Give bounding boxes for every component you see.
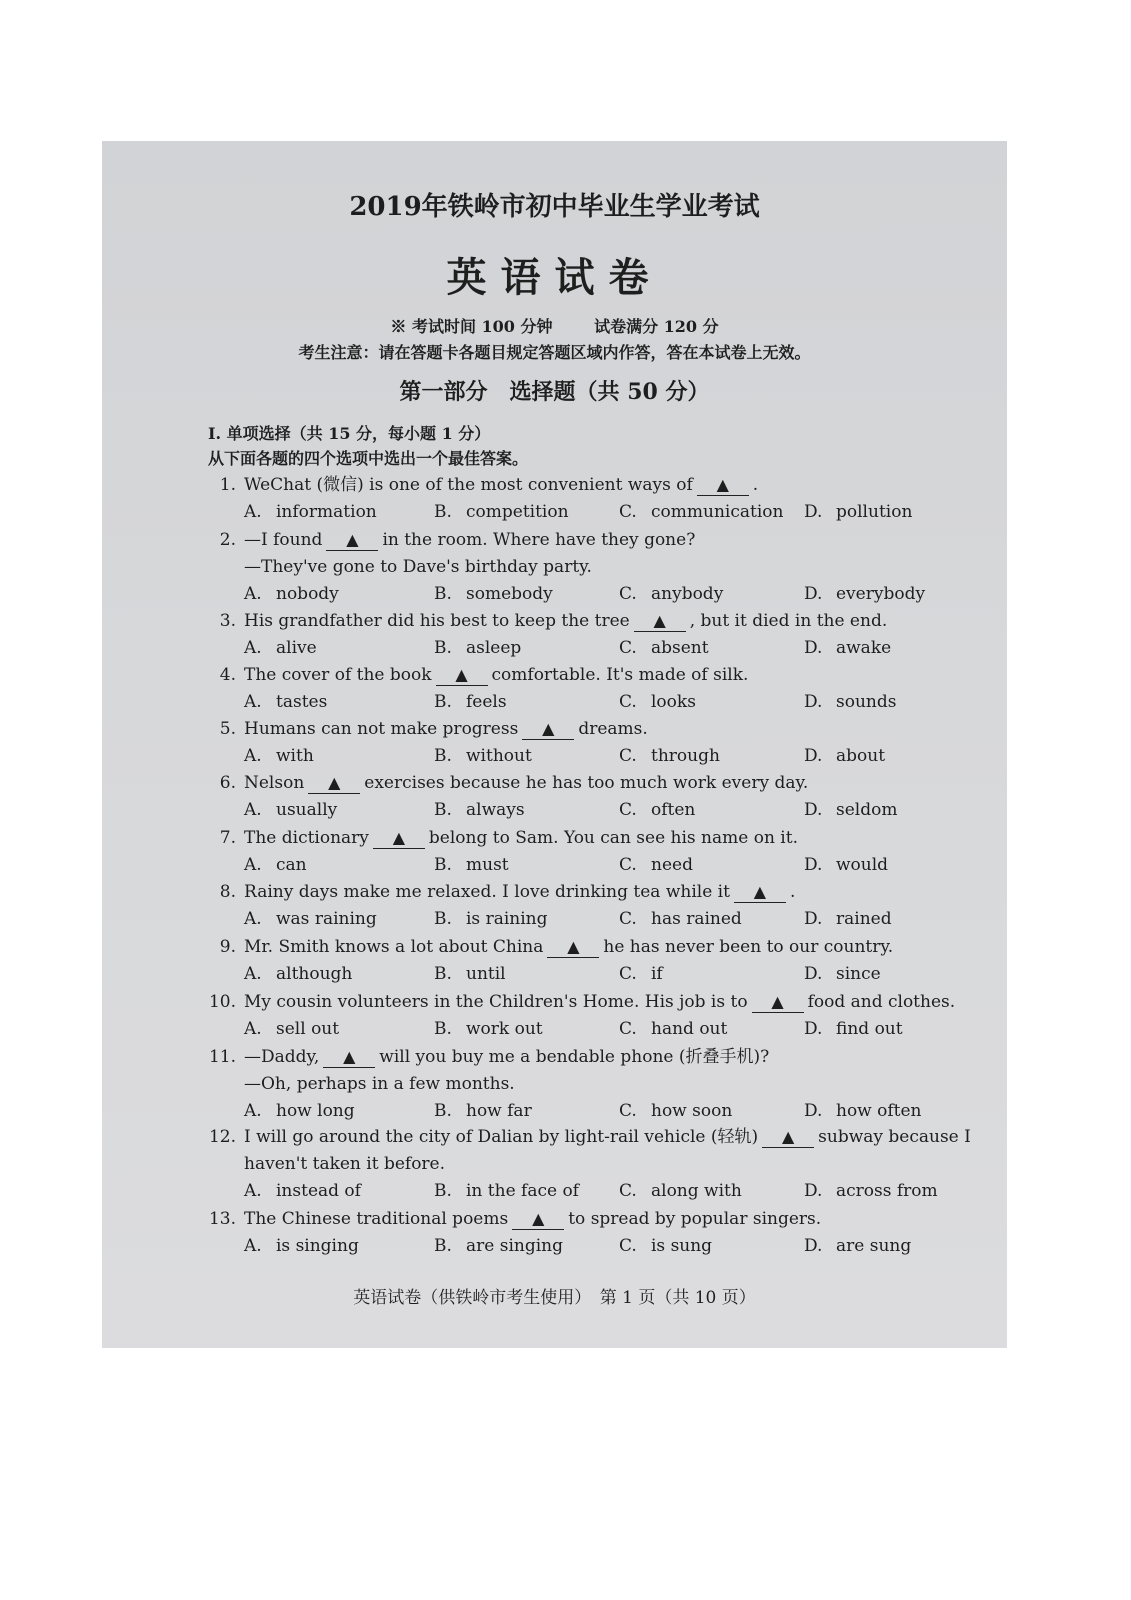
answer-blank	[547, 937, 599, 958]
answer-option	[434, 635, 521, 662]
answer-blank	[752, 992, 804, 1013]
option-text: often	[651, 800, 696, 820]
answer-option	[619, 499, 783, 526]
answer-option	[804, 1233, 911, 1260]
option-letter: D.	[804, 800, 823, 820]
question-stem	[202, 879, 972, 906]
option-row	[202, 797, 972, 824]
answer-option	[804, 499, 912, 526]
answer-blank	[323, 1047, 375, 1068]
question-text: in the room. Where have they gone?	[382, 530, 696, 550]
option-letter: C.	[619, 638, 637, 658]
answer-option	[619, 1098, 732, 1125]
option-row	[202, 1098, 972, 1125]
option-text: communication	[651, 502, 784, 522]
option-letter: C.	[619, 1101, 637, 1121]
option-letter: A.	[244, 1019, 262, 1039]
question-text: Rainy days make me relaxed. I love drinking tea while it	[244, 882, 730, 902]
exam-meta	[102, 314, 1007, 337]
question-text: —I found	[244, 530, 323, 550]
answer-option	[619, 852, 693, 879]
question-stem	[202, 1206, 972, 1233]
option-row	[202, 1178, 972, 1205]
option-text: if	[651, 964, 663, 984]
option-letter: B.	[434, 1101, 452, 1121]
question-number: 9.	[219, 937, 236, 957]
answer-blank	[436, 665, 488, 686]
option-text: always	[466, 800, 525, 820]
answer-option	[804, 581, 925, 608]
option-text: in the face of	[466, 1181, 579, 1201]
question-stem	[202, 825, 972, 852]
option-text: tastes	[276, 692, 328, 712]
question-stem	[202, 1044, 972, 1071]
question-text: The dictionary	[244, 828, 369, 848]
question-number: 3.	[219, 611, 236, 631]
option-text: would	[836, 855, 889, 875]
option-letter: A.	[244, 1101, 262, 1121]
option-text: across from	[836, 1181, 938, 1201]
answer-blank	[634, 611, 686, 632]
option-letter: A.	[244, 638, 262, 658]
answer-option	[804, 635, 891, 662]
answer-option	[804, 961, 881, 988]
question-item	[202, 879, 972, 933]
option-row	[202, 581, 972, 608]
question-item	[202, 770, 972, 824]
option-row	[202, 1016, 972, 1043]
question-text: exercises because he has too much work every day.	[364, 773, 809, 793]
option-letter: A.	[244, 964, 262, 984]
option-letter: B.	[434, 1236, 452, 1256]
option-text: sell out	[276, 1019, 340, 1039]
question-number: 7.	[219, 828, 236, 848]
answer-option	[619, 961, 663, 988]
option-text: need	[651, 855, 693, 875]
option-letter: D.	[804, 638, 823, 658]
question-text: —Daddy,	[244, 1047, 320, 1067]
question-item	[202, 662, 972, 716]
question-stem	[202, 1124, 972, 1151]
question-item	[202, 716, 972, 770]
option-row	[202, 1233, 972, 1260]
triangle-marker-icon: ▲	[753, 882, 767, 901]
answer-option	[804, 1098, 922, 1125]
option-text: is sung	[651, 1236, 713, 1256]
option-letter: C.	[619, 1236, 637, 1256]
option-text: rained	[836, 909, 892, 929]
triangle-marker-icon: ▲	[716, 475, 729, 494]
question-stem	[202, 934, 972, 961]
answer-option	[434, 961, 506, 988]
answer-option	[434, 1233, 563, 1260]
option-letter: D.	[804, 502, 823, 522]
option-letter: D.	[804, 746, 823, 766]
option-letter: D.	[804, 692, 823, 712]
option-text: are sung	[836, 1236, 912, 1256]
option-text: how far	[466, 1101, 532, 1121]
option-text: without	[466, 746, 532, 766]
option-letter: C.	[619, 1181, 637, 1201]
option-text: until	[466, 964, 506, 984]
question-text: dreams.	[578, 719, 648, 739]
answer-option	[244, 743, 314, 770]
answer-option	[434, 797, 525, 824]
option-letter: A.	[244, 1236, 262, 1256]
option-letter: B.	[434, 638, 452, 658]
option-letter: A.	[244, 855, 262, 875]
option-letter: B.	[434, 855, 452, 875]
option-text: is singing	[276, 1236, 359, 1256]
triangle-marker-icon: ▲	[532, 1209, 545, 1228]
option-letter: B.	[434, 502, 452, 522]
option-text: instead of	[276, 1181, 361, 1201]
option-text: find out	[836, 1019, 903, 1039]
question-text: His grandfather did his best to keep the tree	[244, 611, 630, 631]
answer-option	[619, 581, 723, 608]
question-number: 11.	[208, 1047, 236, 1067]
option-letter: C.	[619, 1019, 637, 1039]
option-letter: C.	[619, 855, 637, 875]
option-letter: C.	[619, 692, 637, 712]
option-letter: B.	[434, 692, 452, 712]
option-letter: D.	[804, 1101, 823, 1121]
question-stem	[202, 472, 972, 499]
answer-option	[244, 1178, 361, 1205]
answer-option	[434, 1178, 579, 1205]
question-text: , but it died in the end.	[689, 611, 888, 631]
answer-option	[804, 689, 896, 716]
option-letter: B.	[434, 746, 452, 766]
answer-option	[619, 635, 709, 662]
option-row	[202, 743, 972, 770]
option-letter: B.	[434, 909, 452, 929]
option-letter: A.	[244, 1181, 262, 1201]
triangle-marker-icon: ▲	[392, 828, 406, 847]
option-text: hand out	[651, 1019, 728, 1039]
option-text: asleep	[466, 638, 522, 658]
answer-option	[804, 906, 892, 933]
question-text: Humans can not make progress	[244, 719, 519, 739]
answer-option	[244, 852, 307, 879]
option-letter: D.	[804, 1019, 823, 1039]
option-text: can	[276, 855, 307, 875]
question-stem	[202, 989, 972, 1016]
option-letter: C.	[619, 502, 637, 522]
answer-option	[244, 906, 377, 933]
option-row	[202, 852, 972, 879]
page-footer: 英语试卷（供铁岭市考生使用） 第 1 页（共 10 页）	[353, 1288, 756, 1308]
option-row	[202, 961, 972, 988]
question-text: .	[752, 475, 759, 495]
answer-blank	[697, 475, 749, 496]
question-text: WeChat (微信) is one of the most convenient ways of	[244, 475, 693, 495]
answer-option	[804, 852, 888, 879]
option-letter: B.	[434, 800, 452, 820]
question-text: I will go around the city of Dalian by light-rail vehicle (轻轨)	[244, 1127, 759, 1147]
question-text: food and clothes.	[807, 992, 956, 1012]
option-text: usually	[276, 800, 338, 820]
question-item	[202, 989, 972, 1043]
question-text: The Chinese traditional poems	[244, 1209, 509, 1229]
option-letter: B.	[434, 1019, 452, 1039]
triangle-marker-icon: ▲	[328, 773, 341, 792]
triangle-marker-icon: ▲	[455, 665, 468, 684]
answer-option	[434, 906, 547, 933]
option-letter: A.	[244, 909, 262, 929]
question-item	[202, 527, 972, 608]
question-number: 8.	[219, 882, 236, 902]
question-text: subway because I	[818, 1127, 971, 1147]
option-letter: A.	[244, 800, 262, 820]
option-letter: A.	[244, 502, 262, 522]
question-continuation: haven't taken it before.	[244, 1154, 446, 1174]
question-item	[202, 825, 972, 879]
question-text: Mr. Smith knows a lot about China	[244, 937, 544, 957]
option-letter: B.	[434, 1181, 452, 1201]
question-item	[202, 1206, 972, 1260]
option-text: looks	[651, 692, 696, 712]
option-text: awake	[836, 638, 892, 658]
option-letter: B.	[434, 584, 452, 604]
triangle-marker-icon: ▲	[653, 611, 666, 630]
triangle-marker-icon: ▲	[781, 1127, 795, 1146]
option-letter: D.	[804, 584, 823, 604]
question-number: 5.	[219, 719, 236, 739]
answer-blank	[308, 773, 360, 794]
part-heading: 第一部分 选择题（共 50 分）	[399, 379, 710, 405]
answer-option	[804, 743, 885, 770]
answer-option	[244, 1016, 339, 1043]
option-text: somebody	[466, 584, 553, 604]
answer-option	[434, 1016, 543, 1043]
question-number: 1.	[219, 475, 236, 495]
option-letter: D.	[804, 1236, 823, 1256]
answer-blank	[373, 828, 425, 849]
question-stem	[202, 527, 972, 554]
answer-option	[434, 499, 569, 526]
option-letter: A.	[244, 746, 262, 766]
score-info: 试卷满分 120 分	[594, 317, 719, 336]
option-letter: C.	[619, 800, 637, 820]
subject-title: 英语试卷	[446, 254, 663, 301]
option-text: how long	[276, 1101, 355, 1121]
triangle-marker-icon: ▲	[542, 719, 555, 738]
answer-option	[244, 581, 339, 608]
answer-option	[244, 1098, 355, 1125]
answer-blank	[734, 882, 786, 903]
exam-title: 2019年铁岭市初中毕业生学业考试	[349, 192, 760, 222]
triangle-marker-icon: ▲	[343, 1047, 356, 1066]
option-text: seldom	[836, 800, 898, 820]
answer-option	[244, 635, 317, 662]
answer-option	[619, 797, 695, 824]
option-text: feels	[466, 692, 507, 712]
answer-option	[434, 1098, 532, 1125]
option-text: work out	[466, 1019, 543, 1039]
question-number: 10.	[208, 992, 236, 1012]
option-row	[202, 906, 972, 933]
option-text: is raining	[466, 909, 548, 929]
question-item	[202, 472, 972, 526]
question-number: 13.	[208, 1209, 236, 1229]
answer-blank	[512, 1209, 564, 1230]
answer-option	[804, 797, 897, 824]
question-stem	[202, 716, 972, 743]
option-text: nobody	[276, 584, 339, 604]
option-text: about	[836, 746, 886, 766]
option-letter: C.	[619, 746, 637, 766]
answer-option	[619, 1233, 712, 1260]
option-text: information	[276, 502, 377, 522]
option-text: absent	[651, 638, 709, 658]
option-text: everybody	[836, 584, 926, 604]
answer-blank	[326, 530, 378, 551]
option-letter: D.	[804, 964, 823, 984]
answer-blank	[522, 719, 574, 740]
question-stem	[202, 608, 972, 635]
option-letter: C.	[619, 909, 637, 929]
question-item	[202, 1044, 972, 1125]
question-number: 6.	[219, 773, 236, 793]
section-instruction: 从下面各题的四个选项中选出一个最佳答案。	[208, 449, 529, 468]
option-text: sounds	[836, 692, 897, 712]
option-text: has rained	[651, 909, 742, 929]
question-number: 4.	[219, 665, 236, 685]
option-letter: D.	[804, 855, 823, 875]
question-item	[202, 934, 972, 988]
answer-option	[244, 499, 377, 526]
answer-option	[244, 1233, 359, 1260]
question-number: 2.	[219, 530, 236, 550]
option-text: anybody	[651, 584, 724, 604]
answer-option	[244, 797, 337, 824]
question-item	[202, 608, 972, 662]
option-letter: A.	[244, 692, 262, 712]
question-text: belong to Sam. You can see his name on it.	[428, 828, 798, 848]
answer-option	[434, 689, 507, 716]
question-number: 12.	[208, 1127, 236, 1147]
option-text: since	[836, 964, 881, 984]
option-text: along with	[651, 1181, 742, 1201]
question-text: Nelson	[244, 773, 305, 793]
answer-option	[244, 961, 352, 988]
answer-option	[619, 689, 696, 716]
option-text: how soon	[651, 1101, 733, 1121]
option-letter: D.	[804, 909, 823, 929]
candidate-notice: 考生注意：请在答题卡各题目规定答题区域内作答，答在本试卷上无效。	[298, 343, 811, 362]
option-row	[202, 499, 972, 526]
option-text: although	[276, 964, 353, 984]
question-text: he has never been to our country.	[603, 937, 894, 957]
question-continuation: —Oh, perhaps in a few months.	[244, 1074, 515, 1094]
triangle-marker-icon: ▲	[771, 992, 784, 1011]
option-text: pollution	[836, 502, 913, 522]
answer-option	[804, 1178, 938, 1205]
triangle-marker-icon: ▲	[567, 937, 580, 956]
question-stem	[202, 770, 972, 797]
answer-option	[434, 852, 509, 879]
option-text: how often	[836, 1101, 922, 1121]
answer-option	[804, 1016, 903, 1043]
option-letter: C.	[619, 584, 637, 604]
option-text: are singing	[466, 1236, 563, 1256]
section-heading: I. 单项选择（共 15 分，每小题 1 分）	[208, 424, 491, 443]
option-row	[202, 635, 972, 662]
answer-option	[244, 689, 327, 716]
option-text: competition	[466, 502, 569, 522]
option-text: must	[466, 855, 509, 875]
option-text: was raining	[276, 909, 377, 929]
answer-option	[434, 581, 553, 608]
answer-option	[619, 743, 720, 770]
answer-blank	[762, 1127, 814, 1148]
answer-option	[619, 1016, 727, 1043]
question-text: The cover of the book	[244, 665, 432, 685]
time-info: ※ 考试时间 100 分钟	[390, 317, 553, 336]
question-text: will you buy me a bendable phone (折叠手机)?	[379, 1047, 770, 1067]
question-text: .	[789, 882, 796, 902]
answer-option	[619, 906, 742, 933]
option-row	[202, 689, 972, 716]
question-text: to spread by popular singers.	[568, 1209, 822, 1229]
option-text: with	[276, 746, 314, 766]
question-item	[202, 1124, 972, 1205]
option-text: through	[651, 746, 720, 766]
triangle-marker-icon: ▲	[346, 530, 359, 549]
answer-option	[434, 743, 532, 770]
question-text: My cousin volunteers in the Children's Home. His job is to	[244, 992, 748, 1012]
option-text: alive	[276, 638, 317, 658]
option-letter: A.	[244, 584, 262, 604]
exam-paper-photo	[102, 141, 1007, 1348]
option-letter: C.	[619, 964, 637, 984]
question-stem	[202, 662, 972, 689]
option-letter: D.	[804, 1181, 823, 1201]
option-letter: B.	[434, 964, 452, 984]
question-continuation: —They've gone to Dave's birthday party.	[244, 557, 592, 577]
answer-option	[619, 1178, 742, 1205]
question-text: comfortable. It's made of silk.	[491, 665, 749, 685]
